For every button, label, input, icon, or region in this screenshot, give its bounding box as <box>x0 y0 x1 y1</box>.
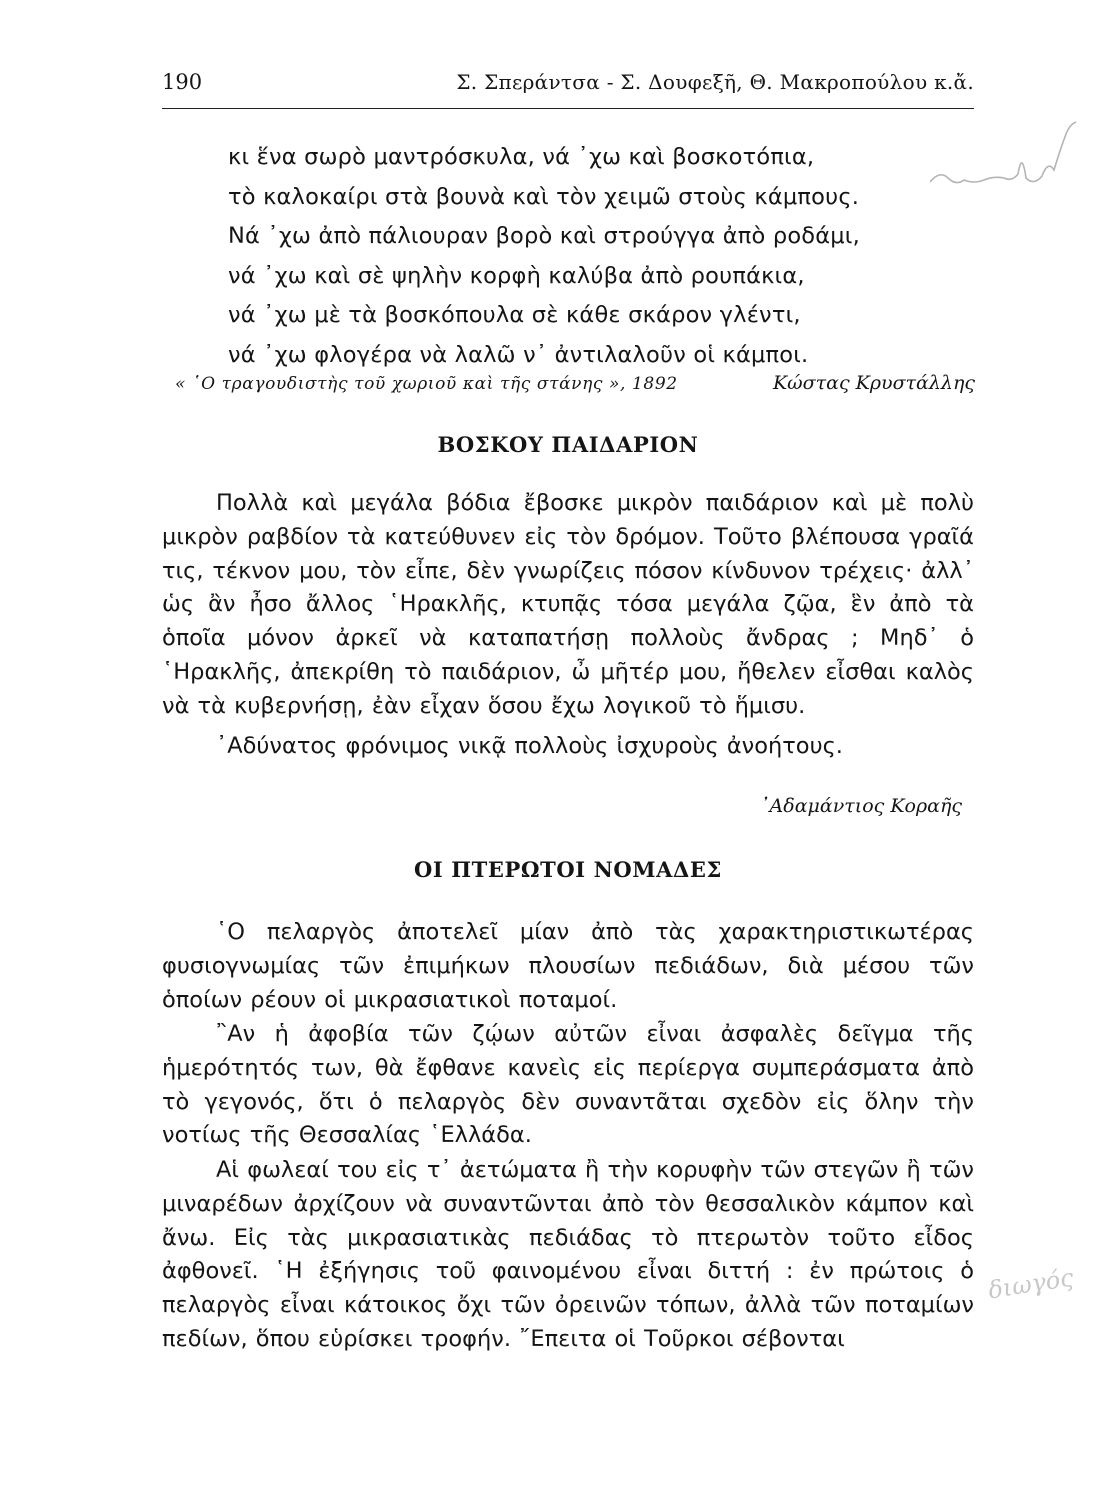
handwritten-margin-note <box>980 1262 1105 1312</box>
source-author: Κώστας Κρυστάλλης <box>772 372 975 394</box>
poem-line: νά ᾿χω φλογέρα νὰ λαλῶ ν᾿ ἀντιλαλοῦν οἱ κάμποι. <box>228 341 809 368</box>
poem-line: νά ᾿χω καὶ σὲ ψηλὴν κορφὴ καλύβα ἀπὸ ρουπάκια, <box>228 262 805 289</box>
running-title: Σ. Σπεράντσα - Σ. Δουφεξῆ, Θ. Μακροπούλου κ.ἄ. <box>456 70 974 94</box>
paragraph: ῾Ο πελαργὸς ἀποτελεῖ μίαν ἀπὸ τὰς χαρακτηριστικωτέρας φυσιογνωμίας τῶν ἐπιμήκων πλουσίων πεδιάδων, διὰ μέσου τῶν ὁποίων ρέουν οἱ μικρασιατικοὶ ποταμοί. <box>162 919 974 1013</box>
header-rule <box>162 108 974 109</box>
handwritten-scribble <box>930 120 1080 210</box>
page-header <box>162 70 974 102</box>
poem-line: τὸ καλοκαίρι στὰ βουνὰ καὶ τὸν χειμῶ στοὺς κάμπους. <box>228 183 860 210</box>
paragraph: Πολλὰ καὶ μεγάλα βόδια ἔβοσκε μικρὸν παιδάριον καὶ μὲ πολὺ μικρὸν ραβδίον τὰ κατεύθυνεν εἰς τὸν δρόμον. Τοῦτο βλέπουσα γραῖά τις, τέκνον μου, τὸν εἶπε, δὲν γνωρίζεις πόσον κίνδυνον τρέχεις· ἀλλ᾿ ὡς ἂν ἦσο ἄλλος ῾Ηρακλῆς, κτυπᾷς τόσα μεγάλα ζῷα, ἓν ἀπὸ τὰ ὁποῖα μόνον ἀρκεῖ νὰ καταπατήσῃ πολλοὺς ἄνδρας ; Μηδ᾿ ὁ ῾Ηρακλῆς, ἀπεκρίθη τὸ παιδάριον, ὦ μῆτέρ μου, ἤθελεν εἶσθαι καλὸς νὰ τὰ κυβερνήσῃ, ἐὰν εἶχαν ὅσου ἔχω λογικοῦ τὸ ἥμισυ. <box>162 490 974 719</box>
author-signature: ᾿Αδαμάντιος Κοραῆς <box>760 795 962 817</box>
paragraph: ᾿Αδύνατος φρόνιμος νικᾷ πολλοὺς ἰσχυροὺς ἀνοήτους. <box>216 733 843 759</box>
poem-line: νά ᾿χω μὲ τὰ βοσκόπουλα σὲ κάθε σκάρον γλέντι, <box>228 302 801 329</box>
source-title: « ῾Ο τραγουδιστὴς τοῦ χωριοῦ καὶ τῆς στάνης », 1892 <box>175 374 678 394</box>
poem <box>228 138 968 376</box>
section-title: ΒΟΣΚΟΥ ΠΑΙΔΑΡΙΟΝ <box>437 432 699 457</box>
margin-note-text: διωγός <box>986 1263 1076 1305</box>
poem-line: κι ἕνα σωρὸ μαντρόσκυλα, νά ᾿χω καὶ βοσκοτόπια, <box>228 144 815 170</box>
section-title: ΟΙ ΠΤΕΡΩΤΟΙ ΝΟΜΑΔΕΣ <box>413 857 722 882</box>
paragraph: ῍Αν ἡ ἀφοβία τῶν ζῴων αὐτῶν εἶναι ἀσφαλὲς δεῖγμα τῆς ἡμερότητός των, θὰ ἔφθανε κανεὶς εἰς περίεργα συμπεράσματα ἀπὸ τὸ γεγονός, ὅτι ὁ πελαργὸς δὲν συναντᾶται σχεδὸν εἰς ὅλην τὴν νοτίως τῆς Θεσσαλίας ῾Ελλάδα. <box>162 1021 974 1149</box>
page-number: 190 <box>162 70 203 94</box>
paragraph: Αἱ φωλεαί του εἰς τ᾿ ἀετώματα ἢ τὴν κορυφὴν τῶν στεγῶν ἢ τῶν μιναρέδων ἀρχίζουν νὰ συναντῶνται ἀπὸ τὸν θεσσαλικὸν κάμπον καὶ ἄνω. Εἰς τὰς μικρασιατικὰς πεδιάδας τὸ πτερωτὸν τοῦτο εἶδος ἀφθονεῖ. ῾Η ἐξήγησις τοῦ φαινομένου εἶναι διττή : ἐν πρώτοις ὁ πελαργὸς εἶναι κάτοικος ὄχι τῶν ὀρεινῶν τόπων, ἀλλὰ τῶν ποταμίων πεδίων, ὅπου εὑρίσκει τροφήν. ῎Επειτα οἱ Τοῦρκοι σέβονται <box>162 1157 974 1352</box>
poem-source <box>175 372 975 402</box>
poem-line: Νά ᾿χω ἀπὸ πάλιουραν βορὸ καὶ στρούγγα ἀπὸ ροδάμι, <box>228 223 860 250</box>
